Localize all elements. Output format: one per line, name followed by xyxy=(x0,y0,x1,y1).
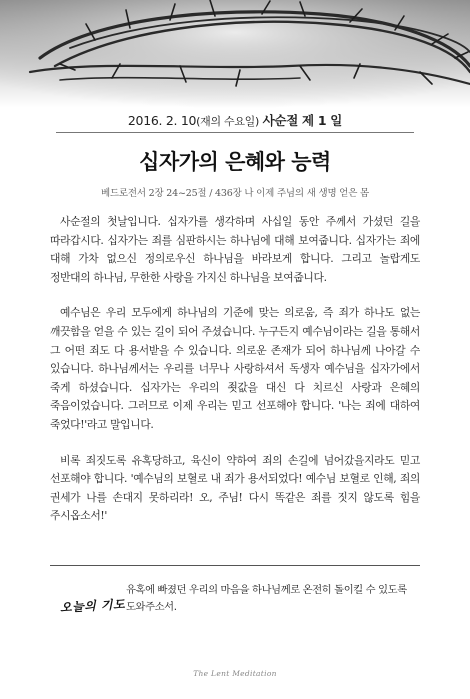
page-title: 십자가의 은혜와 능력 xyxy=(139,150,331,174)
paragraph: 예수님은 우리 모두에게 하나님의 기준에 맞는 의로움, 즉 죄가 하나도 없는 깨끗함을 얻을 수 있는 길이 되어 주셨습니다. 누구든지 예수님이라는 길을 통해서 그 어떤 죄도 다 용서받을 수 있습니다. 의로운 존재가 되어 하나님께 나아갈 수 있습니다. 하나님께서는 우리를 너무나 사랑하셔서 독생자 예수님을 십자가에서 죽게 하셨습니다. 십자가는 우리의 죗값을 대신 다 치르신 사랑과 은혜의 죽음이었습니다. 그러므로 이제 우리는 믿고 선포해야 합니다. '나는 죄에 대하여 죽었다!'라고 말입니다. xyxy=(50,306,420,431)
header-divider xyxy=(56,132,414,133)
crown-of-thorns-banner xyxy=(0,0,470,108)
season-day-text: 사순절 제 1 일 xyxy=(262,113,343,128)
scripture-reference: 베드로전서 2장 24~25절 / 436장 나 이제 주님의 새 생명 얻은 몸 xyxy=(100,188,370,199)
prayer-label: 오늘의 기도 xyxy=(59,597,126,615)
prayer-text: 유혹에 빠졌던 우리의 마음을 하나님께로 온전히 돌이킬 수 있도록 도와주소서. xyxy=(126,584,407,613)
paragraph: 비록 죄짓도록 유혹당하고, 육신이 약하여 죄의 손길에 넘어갔을지라도 믿고 선포해야 합니다. '예수님의 보혈로 내 죄가 용서되었다! 예수님 보혈로 인해, 죄의 권세가 나를 손대지 못하리라! 오, 주님! 다시 똑같은 죄를 짓지 않도록 힘을 주시옵소서!' xyxy=(50,453,420,523)
paragraph: 사순절의 첫날입니다. 십자가를 생각하며 사십일 동안 주께서 가셨던 길을 따라갑시다. 십자가는 죄를 심판하시는 하나님에 대해 보여줍니다. 십자가는 죄에 대해 가차 없으신 정의로우신 하나님을 바라보게 합니다. 그리고 놀랍게도 정반대의 하나님, 무한한 사랑을 가지신 하나님을 보여줍니다. xyxy=(50,215,420,284)
date-header xyxy=(0,111,470,129)
prayer-divider xyxy=(50,565,420,566)
crown-of-thorns-icon xyxy=(0,0,470,108)
date-text: 2016. 2. 10 xyxy=(127,113,197,128)
meditation-body xyxy=(50,213,420,543)
footer-caption: The Lent Meditation xyxy=(193,669,277,678)
weekday-text: (재의 수요일) xyxy=(196,115,259,128)
